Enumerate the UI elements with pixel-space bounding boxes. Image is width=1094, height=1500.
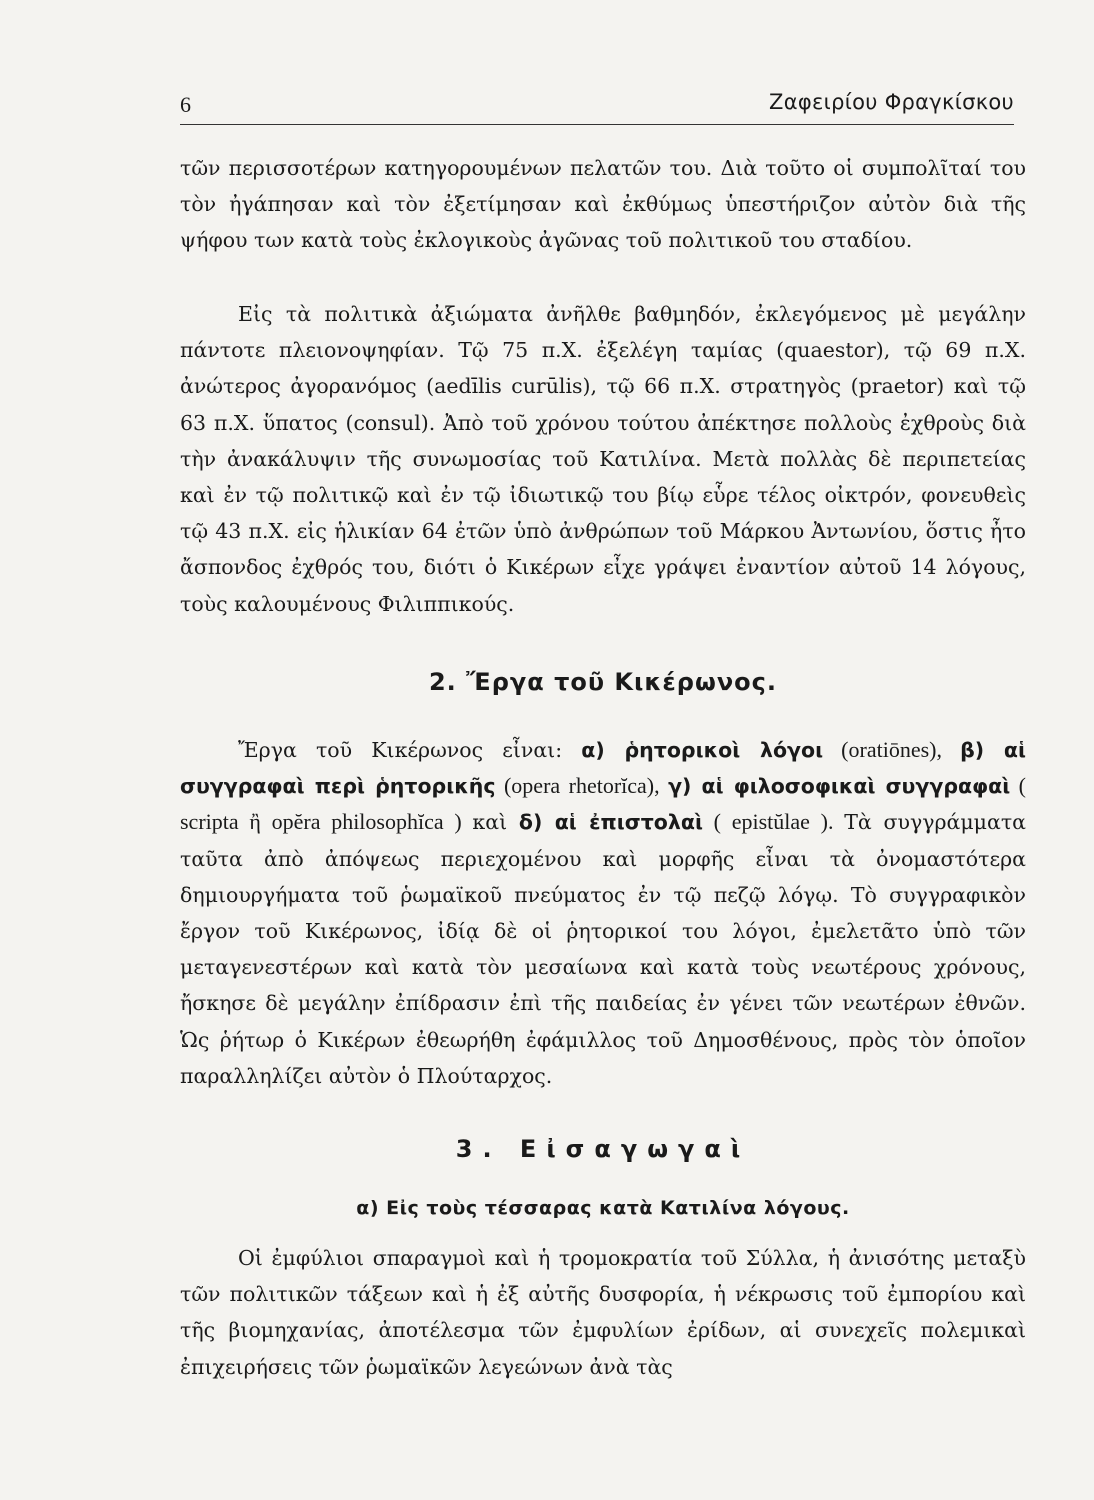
works-item-b-latin: (opera rhetorĭca),	[495, 773, 669, 799]
works-item-c-latin: ( scripta ἢ opĕra philosophĭca )	[180, 773, 1026, 835]
works-conjunction: καὶ	[472, 810, 519, 835]
works-item-a: α) ῥητορικοὶ λόγοι	[581, 738, 824, 762]
works-intro: Ἔργα τοῦ Κικέρωνος εἶναι:	[238, 738, 582, 762]
running-header	[180, 84, 1014, 120]
section-3-paragraph: Οἱ ἐμφύλιοι σπαραγμοὶ καὶ ἡ τρομοκρατία τοῦ Σύλλα, ἡ ἀνισότης μεταξὺ τῶν πολιτικῶν τάξεων καὶ ἡ ἐξ αὐτῆς δυσφορία, ἡ νέκρωσις τοῦ ἐμπορίου καὶ τῆς βιομηχανίας, ἀποτέλεσμα τῶν ἐμφυλίων ἐρίδων, αἱ συνεχεῖς πολεμικαὶ ἐπιχειρήσεις τῶν ῥωμαϊκῶν λεγεώνων ἀνὰ τὰς	[180, 1246, 1026, 1379]
paragraph-2: Εἰς τὰ πολιτικὰ ἀξιώματα ἀνῆλθε βαθμηδόν, ἐκλεγόμενος μὲ μεγάλην πάντοτε πλειονοψηφίαν. Τῷ 75 π.Χ. ἐξελέγη ταμίας (quaestor), τῷ 69 π.Χ. ἀνώτερος ἀγορανόμος (aedīlis curūlis), τῷ 66 π.Χ. στρατηγὸς (praetor) καὶ τῷ 63 π.Χ. ὕπατος (consul). Ἀπὸ τοῦ χρόνου τούτου ἀπέκτησε πολλοὺς ἐχθροὺς διὰ τὴν ἀνακάλυψιν τῆς συνωμοσίας τοῦ Κατιλίνα. Μετὰ πολλὰς δὲ περιπετείας καὶ ἐν τῷ πολιτικῷ καὶ ἐν τῷ ἰδιωτικῷ του βίῳ εὗρε τέλος οἰκτρόν, φονευθεὶς τῷ 43 π.Χ. εἰς ἡλικίαν 64 ἐτῶν ὑπὸ ἀνθρώπων τοῦ Μάρκου Ἀντωνίου, ὅστις ἦτο ἄσπονδος ἐχθρός του, διότι ὁ Κικέρων εἶχε γράψει ἐναντίον αὐτοῦ 14 λόγους, τοὺς καλουμένους Φιλιππικούς.	[180, 302, 1026, 616]
section-3-subheading: α) Εἰς τοὺς τέσσαρας κατὰ Κατιλίνα λόγους.	[356, 1197, 850, 1219]
works-item-b: β) αἱ συγγραφαὶ περὶ ῥητορικῆς	[180, 738, 1026, 799]
works-item-d: δ) αἱ ἐπιστολαὶ	[518, 810, 703, 835]
works-description: Τὰ συγγράμματα ταῦτα ἀπὸ ἀπόψεως περιεχομένου καὶ μορφῆς εἶναι τὰ ὀνομαστότερα δημιουργήματα τοῦ ῥωμαϊκοῦ πνεύματος ἐν τῷ πεζῷ λόγῳ. Τὸ συγγραφικὸν ἔργον τοῦ Κικέρωνος, ἰδίᾳ δὲ οἱ ῥητορικοί του λόγοι, ἐμελετᾶτο ὑπὸ τῶν μεταγενεστέρων καὶ κατὰ τὸν μεσαίωνα καὶ κατὰ τοὺς νεωτέρους χρόνους, ἤσκησε δὲ μεγάλην ἐπίδρασιν ἐπὶ τῆς παιδείας ἐν γένει τῶν νεωτέρων ἐθνῶν. Ὡς ῥήτωρ ὁ Κικέρων ἐθεωρήθη ἐφάμιλλος τοῦ Δημοσθένους, πρὸς τὸν ὁποῖον παραλληλίζει αὐτὸν ὁ Πλούταρχος.	[180, 810, 1027, 1088]
works-item-c: γ) αἱ φιλοσοφικαὶ συγγραφαὶ	[668, 774, 1011, 799]
page-number: 6	[180, 92, 191, 117]
works-item-d-latin: ( epistŭlae ).	[702, 809, 845, 835]
paragraph-1: τῶν περισσοτέρων κατηγορουμένων πελατῶν του. Διὰ τοῦτο οἱ συμπολῖταί του τὸν ἠγάπησαν καὶ τὸν ἐξετίμησαν καὶ ἐκθύμως ὑπεστήριζον αὐτὸν διὰ τῆς ψήφου των κατὰ τοὺς ἐκλογικοὺς ἀγῶνας τοῦ πολιτικοῦ του σταδίου.	[180, 156, 1026, 253]
header-rule	[180, 124, 1014, 125]
section-3-heading: 3. Εἰσαγωγαὶ	[455, 1135, 751, 1163]
section-2-paragraph	[180, 732, 1026, 1094]
works-item-a-latin: (oratiōnes),	[823, 737, 961, 762]
section-2-heading: 2. Ἔργα τοῦ Κικέρωνος.	[428, 668, 778, 696]
running-title: Ζαφειρίου Φραγκίσκου	[769, 90, 1014, 114]
